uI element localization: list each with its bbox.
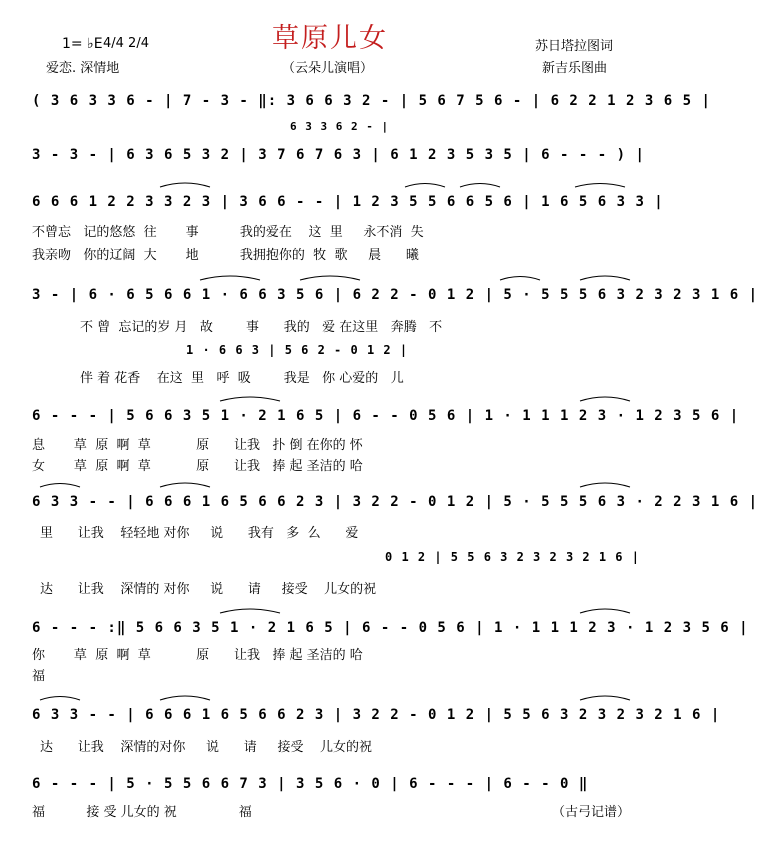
slur xyxy=(40,484,80,488)
slur xyxy=(220,609,280,613)
lyric-line: 息 草 原 啊 草 原 让我 扑 倒 在你的 怀 xyxy=(32,438,363,453)
lyric-line: 女 草 原 啊 草 原 让我 捧 起 圣洁的 哈 xyxy=(32,459,363,474)
score-line: 1 · 6 6 3 | 5 6 2 - 0 1 2 | xyxy=(186,343,409,357)
score-line: 0 1 2 | 5 5 6 3 2 3 2 3 2 1 6 | xyxy=(385,550,640,564)
composer: 新吉乐图曲 xyxy=(542,61,608,76)
slur xyxy=(580,696,630,700)
slur xyxy=(40,697,80,701)
lyric-line: 里 让我 轻轻地 对你 说 我有 多 么 爱 xyxy=(40,526,359,541)
lyric-line: 伴 着 花香 在这 里 呼 吸 我是 你 心爱的 儿 xyxy=(80,371,404,386)
key-signature: 1= ♭E xyxy=(62,36,103,52)
slur xyxy=(580,276,630,280)
score-line: 6 - - - :‖ 5 6 6 3 5 1 · 2 1 6 5 | 6 - - 0 5 6 | 1 · 1 1 1 2 3 · 1 2 3 5 6 | xyxy=(32,620,749,636)
score-line: 3 - 3 - | 6 3 6 5 3 2 | 3 7 6 7 6 3 | 6 1 2 3 5 3 5 | 6 - - - ) | xyxy=(32,147,645,163)
slur xyxy=(220,397,280,401)
slur xyxy=(575,184,625,188)
slur xyxy=(160,696,210,700)
lyric-line: 我亲吻 你的辽阔 大 地 我拥抱你的 牧 歌 晨 曦 xyxy=(32,248,419,263)
slur xyxy=(580,483,630,487)
lyric-line: 福 接 受 儿女的 祝 福 xyxy=(32,805,252,820)
performance-style: 爱恋. 深情地 xyxy=(46,61,120,76)
lyric-line: 达 让我 深情的对你 说 请 接受 儿女的祝 xyxy=(40,740,372,755)
singer-note: （云朵儿演唱） xyxy=(282,61,374,76)
time-signature: 4/4 2/4 xyxy=(103,36,149,51)
page-title: 草原儿女 xyxy=(272,23,388,54)
slur xyxy=(500,277,540,281)
slur xyxy=(580,397,630,401)
slur xyxy=(300,276,360,280)
slur xyxy=(580,609,630,613)
lyric-line: 不曾忘 记的悠悠 往 事 我的爱在 这 里 永不消 失 xyxy=(32,225,424,240)
lyric-line: 不 曾 忘记的岁 月 故 事 我的 爱 在这里 奔腾 不 xyxy=(80,320,443,335)
score-line: ( 3 6 3 3 6 - | 7 - 3 - ‖: 3 6 6 3 2 - | 5 6 7 5 6 - | 6 2 2 1 2 3 6 5 | xyxy=(32,93,711,109)
lyricist: 苏日塔拉图词 xyxy=(535,39,614,54)
score-line: 6 - - - | 5 · 5 5 6 6 7 3 | 3 5 6 · 0 | 6 - - - | 6 - - 0 ‖ xyxy=(32,776,589,792)
slur xyxy=(460,184,500,188)
slur xyxy=(160,483,210,487)
score-line: 6 3 3 - - | 6 6 6 1 6 5 6 6 2 3 | 3 2 2 - 0 1 2 | 5 5 6 3 2 3 2 3 2 1 6 | xyxy=(32,707,721,723)
score-line: 6 3 3 6 2 - | xyxy=(290,120,390,133)
slur xyxy=(405,184,445,188)
score-line: 6 3 3 - - | 6 6 6 1 6 5 6 6 2 3 | 3 2 2 - 0 1 2 | 5 · 5 5 5 6 3 · 2 2 3 1 6 | xyxy=(32,494,758,510)
slur xyxy=(200,276,260,280)
transcriber-credit: （古弓记谱） xyxy=(552,805,631,820)
score-line: 6 - - - | 5 6 6 3 5 1 · 2 1 6 5 | 6 - - 0 5 6 | 1 · 1 1 1 2 3 · 1 2 3 5 6 | xyxy=(32,408,740,424)
lyric-line: 达 让我 深情的 对你 说 请 接受 儿女的祝 xyxy=(40,582,377,597)
score-line: 6 6 6 1 2 2 3 3 2 3 | 3 6 6 - - | 1 2 3 5 5 6 6 5 6 | 1 6 5 6 3 3 | xyxy=(32,194,664,210)
slur xyxy=(160,183,210,187)
lyric-line: 福 xyxy=(32,669,46,684)
lyric-line: 你 草 原 啊 草 原 让我 捧 起 圣洁的 哈 xyxy=(32,648,363,663)
score-line: 3 - | 6 · 6 5 6 6 1 · 6 6 3 5 6 | 6 2 2 - 0 1 2 | 5 · 5 5 5 6 3 2 3 2 3 1 6 | xyxy=(32,287,758,303)
